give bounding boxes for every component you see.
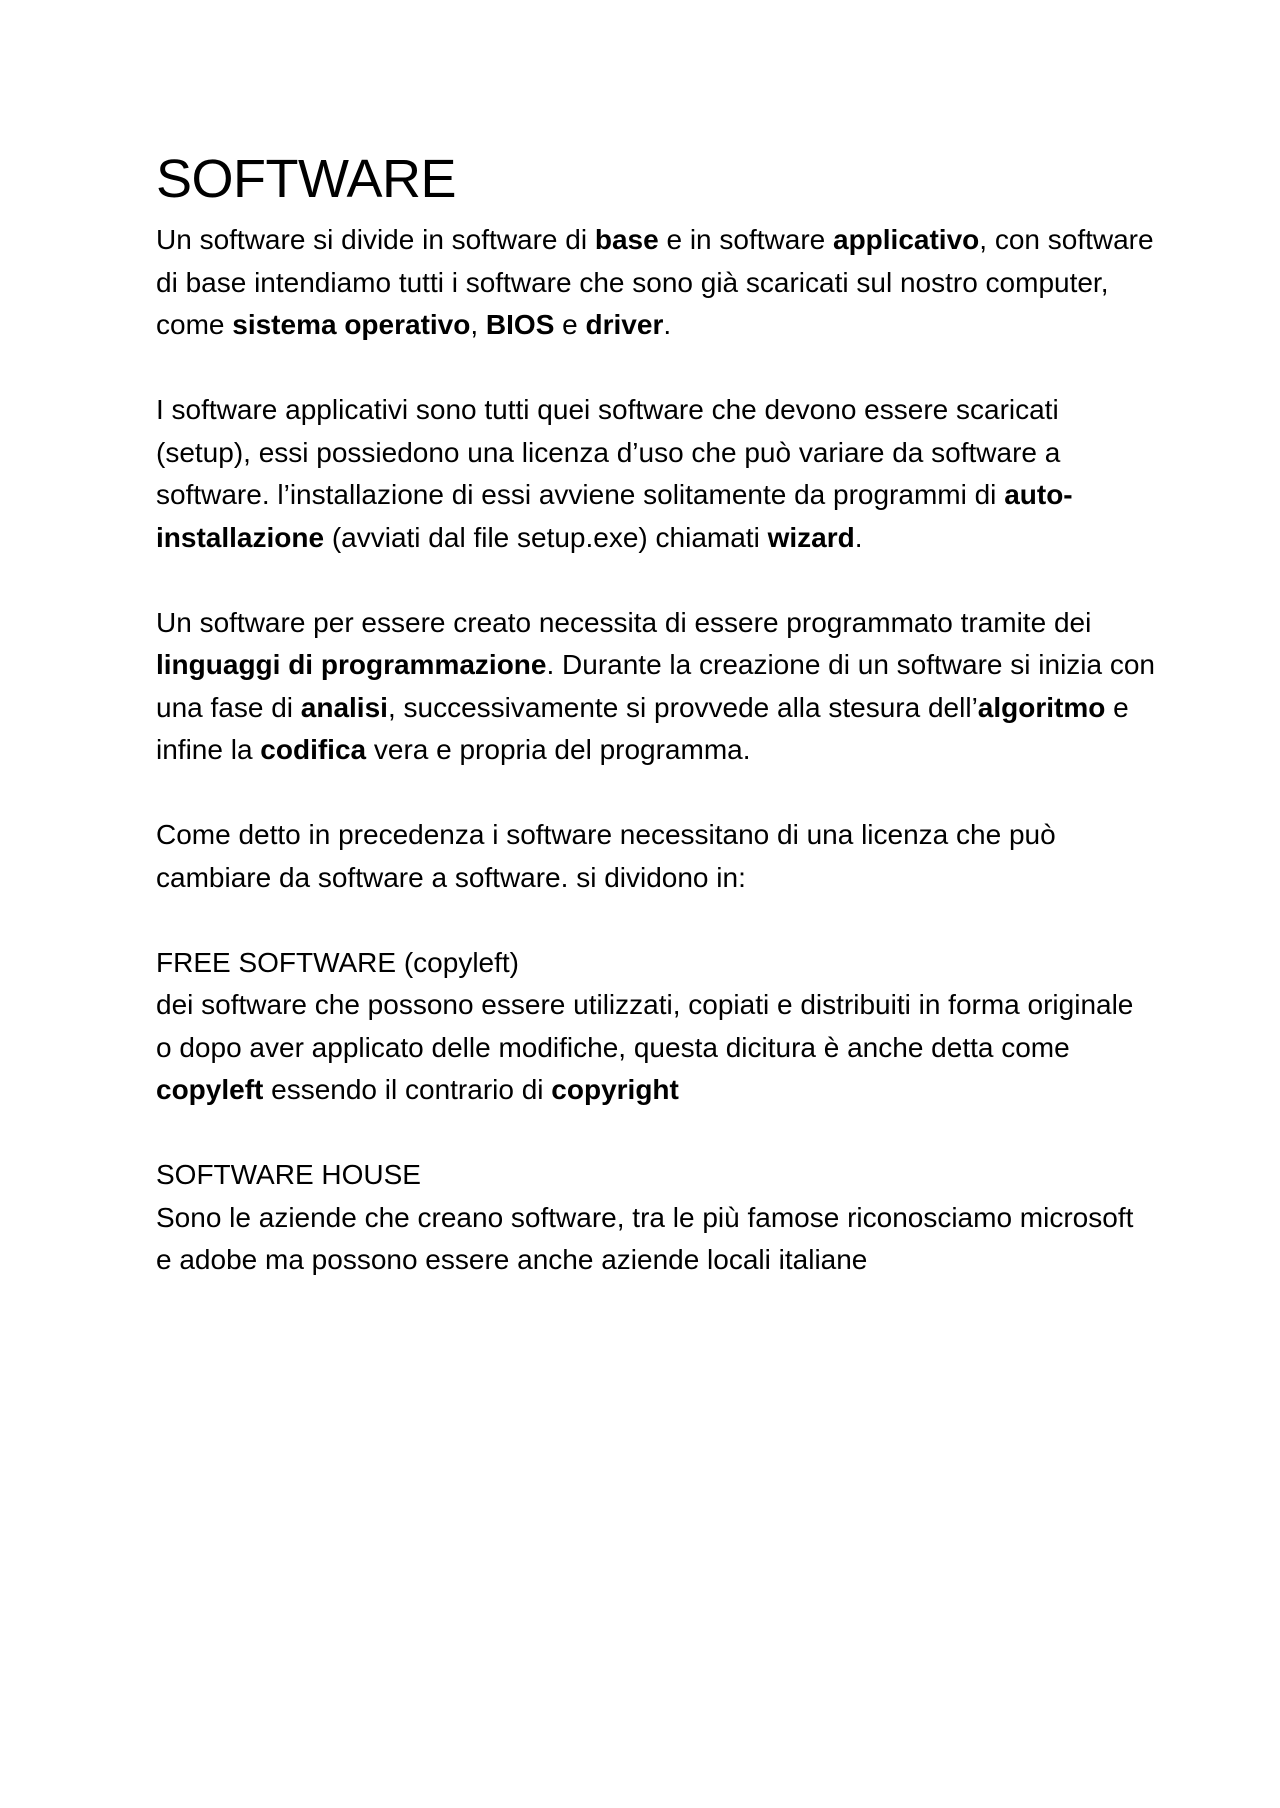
bold-term: copyright: [551, 1074, 679, 1106]
bold-term: analisi: [300, 691, 388, 723]
text-run: vera e propria del programma.: [366, 734, 751, 766]
bold-term: sistema operativo: [232, 309, 471, 341]
bold-term: linguaggi di programmazione: [156, 649, 547, 681]
bold-term: base: [594, 224, 659, 256]
bold-term: auto-installazione: [156, 479, 1073, 553]
page-title: SOFTWARE: [156, 149, 456, 209]
text-run: , con software di base intendiamo tutti i software che sono già scaricati sul nostro computer, come: [156, 224, 1154, 341]
text-run: essendo il contrario di: [263, 1074, 552, 1106]
text-run: e infine la: [156, 691, 1129, 766]
text-run: , successivamente si provvede alla stesura dell’: [387, 691, 978, 723]
bold-term: algoritmo: [977, 691, 1106, 723]
bold-term: BIOS: [485, 309, 555, 341]
paragraph-intro: [156, 219, 1156, 347]
bold-term: applicativo: [833, 224, 980, 256]
section-software-house: [156, 1154, 1156, 1282]
text-run: Sono le aziende che creano software, tra le più famose riconosciamo microsoft e adobe ma possono essere anche aziende locali italiane: [156, 1201, 1134, 1276]
text-run: e in software: [658, 224, 833, 256]
text-run: ,: [470, 309, 486, 341]
section-free-software: [156, 942, 1156, 1112]
section-heading: FREE SOFTWARE (copyleft): [156, 946, 520, 978]
text-run: .: [663, 309, 672, 341]
bold-term: copyleft: [156, 1074, 264, 1106]
document-page: [156, 150, 1156, 1324]
text-run: .: [854, 521, 863, 553]
bold-term: wizard: [767, 521, 855, 553]
paragraph-applicativi: [156, 389, 1156, 559]
section-heading: SOFTWARE HOUSE: [156, 1159, 421, 1191]
bold-term: codifica: [260, 734, 367, 766]
text-run: (avviati dal file setup.exe) chiamati: [324, 521, 768, 553]
text-run: . Durante la creazione di un software si inizia con una fase di: [156, 649, 1156, 723]
bold-term: driver: [585, 309, 664, 341]
section-body: [156, 984, 1156, 1112]
text-run: Come detto in precedenza i software necessitano di una licenza che può cambiare da software a software. si dividono in:: [156, 819, 1056, 893]
paragraph-licenze: [156, 814, 1156, 899]
paragraph-programmazione: [156, 602, 1156, 772]
text-run: dei software che possono essere utilizzati, copiati e distribuiti in forma originale o dopo aver applicato delle modifiche, questa dicitura è anche detta come: [156, 989, 1134, 1063]
text-run: I software applicativi sono tutti quei software che devono essere scaricati (setup), essi possiedono una licenza d’uso che può variare da software a software. l’installazione di essi avviene solitamente da programmi di: [156, 394, 1061, 511]
text-run: e: [554, 309, 586, 341]
text-run: Un software si divide in software di: [156, 224, 595, 256]
text-run: Un software per essere creato necessita di essere programmato tramite dei: [156, 606, 1092, 638]
section-body: [156, 1197, 1156, 1282]
